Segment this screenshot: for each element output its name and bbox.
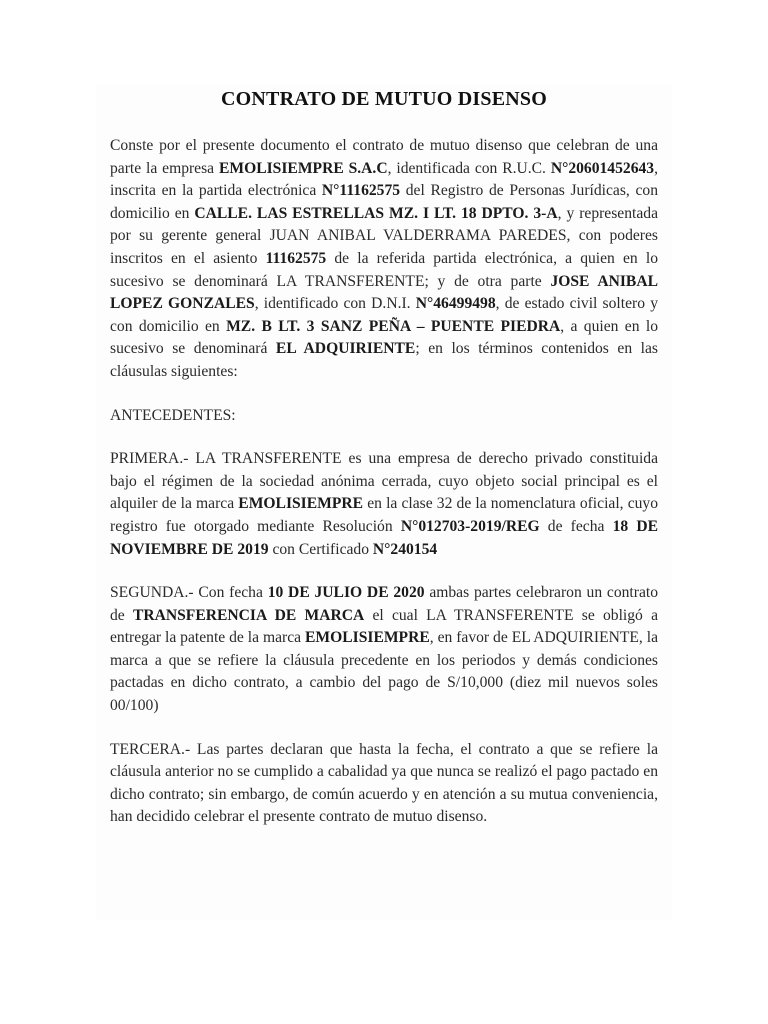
text-run: TERCERA.- Las partes declaran que hasta la fecha, el contrato a que se refiere la cláusula anterior no se cumplido a cabalidad ya que nunca se realizó el pago pactado en dicho contrato; sin embargo, de común acuerdo y en atención a su mutua conveniencia, han decidido celebrar el presente contrato de mutuo disenso. [110,740,658,826]
text-run: con Certificado [268,540,373,558]
text-run: , a quien en lo sucesivo se denominará [110,317,658,358]
clause-primera [110,448,658,561]
text-run: del Registro de Personas Jurídicas, con domicilio en [110,182,658,222]
clause-tercera [110,739,658,829]
text-run: , y representada por su gerente general JUAN ANIBAL VALDERRAMA PAREDES, con poderes inscritos en el asiento [110,204,658,267]
bold-text-run: CALLE. LAS ESTRELLAS MZ. I LT. 18 DPTO. 3-A [194,204,558,222]
bold-text-run: EMOLISIEMPRE S.A.C [218,159,388,177]
text-run: , de estado civil soltero y con domicilio en [110,295,658,335]
bold-text-run: N°46499498 [415,295,496,313]
text-run: ; en los términos contenidos en las cláusulas siguientes: [110,340,658,380]
intro-paragraph [110,135,658,384]
bold-text-run: EL ADQUIRIENTE [275,340,416,358]
document-page [110,88,658,850]
bold-text-run: N°012703-2019/REG [400,517,540,535]
text-run: , identificado con D.N.I. [254,295,416,313]
bold-text-run: N°20601452643 [550,159,655,177]
text-run: ambas partes celebraron un contrato de [110,584,658,624]
text-run: , identificada con R.U.C. [387,159,551,177]
bold-text-run: TRANSFERENCIA DE MARCA [132,606,365,624]
bold-text-run: N°11162575 [321,182,401,200]
text-run: Conste por el presente documento el contrato de mutuo disenso que celebran de una parte la empresa [110,137,658,177]
bold-text-run: EMOLISIEMPRE [238,495,364,513]
antecedentes-heading: ANTECEDENTES: [110,406,236,424]
text-run: PRIMERA.- LA TRANSFERENTE es una empresa de derecho privado constituida bajo el régimen de la sociedad anónima cerrada, cuyo objeto social principal es el alquiler de la marca [110,450,658,513]
bold-text-run: 18 DE NOVIEMBRE DE 2019 [110,517,659,558]
bold-text-run: 10 DE JULIO DE 2020 [267,584,425,602]
text-run: , inscrita en la partida electrónica [110,159,658,200]
text-run: de fecha [539,517,613,535]
bold-text-run: EMOLISIEMPRE [304,629,430,647]
text-run: , en favor de EL ADQUIRIENTE, la marca a que se refiere la cláusula precedente en los periodos y demás condiciones pactadas en dicho contrato, a cambio del pago de S/10,000 (diez mil nuevos soles 00/100) [110,629,658,715]
bold-text-run: N°240154 [372,540,438,558]
text-run: en la clase 32 de la nomenclatura oficial, cuyo registro fue otorgado mediante Resolución [110,495,659,535]
text-run: de la referida partida electrónica, a quien en lo sucesivo se denominará LA TRANSFERENTE; y de otra parte [110,249,658,290]
text-run: el cual LA TRANSFERENTE se obligó a entregar la patente de la marca [110,606,658,647]
document-title: CONTRATO DE MUTUO DISENSO [221,88,547,110]
clause-segunda [110,582,658,718]
bold-text-run: 11162575 [265,249,327,267]
text-run: SEGUNDA.- Con fecha [110,584,268,602]
bold-text-run: MZ. B LT. 3 SANZ PEÑA – PUENTE PIEDRA [226,317,561,335]
bold-text-run: JOSE ANIBAL LOPEZ GONZALES [110,272,658,313]
